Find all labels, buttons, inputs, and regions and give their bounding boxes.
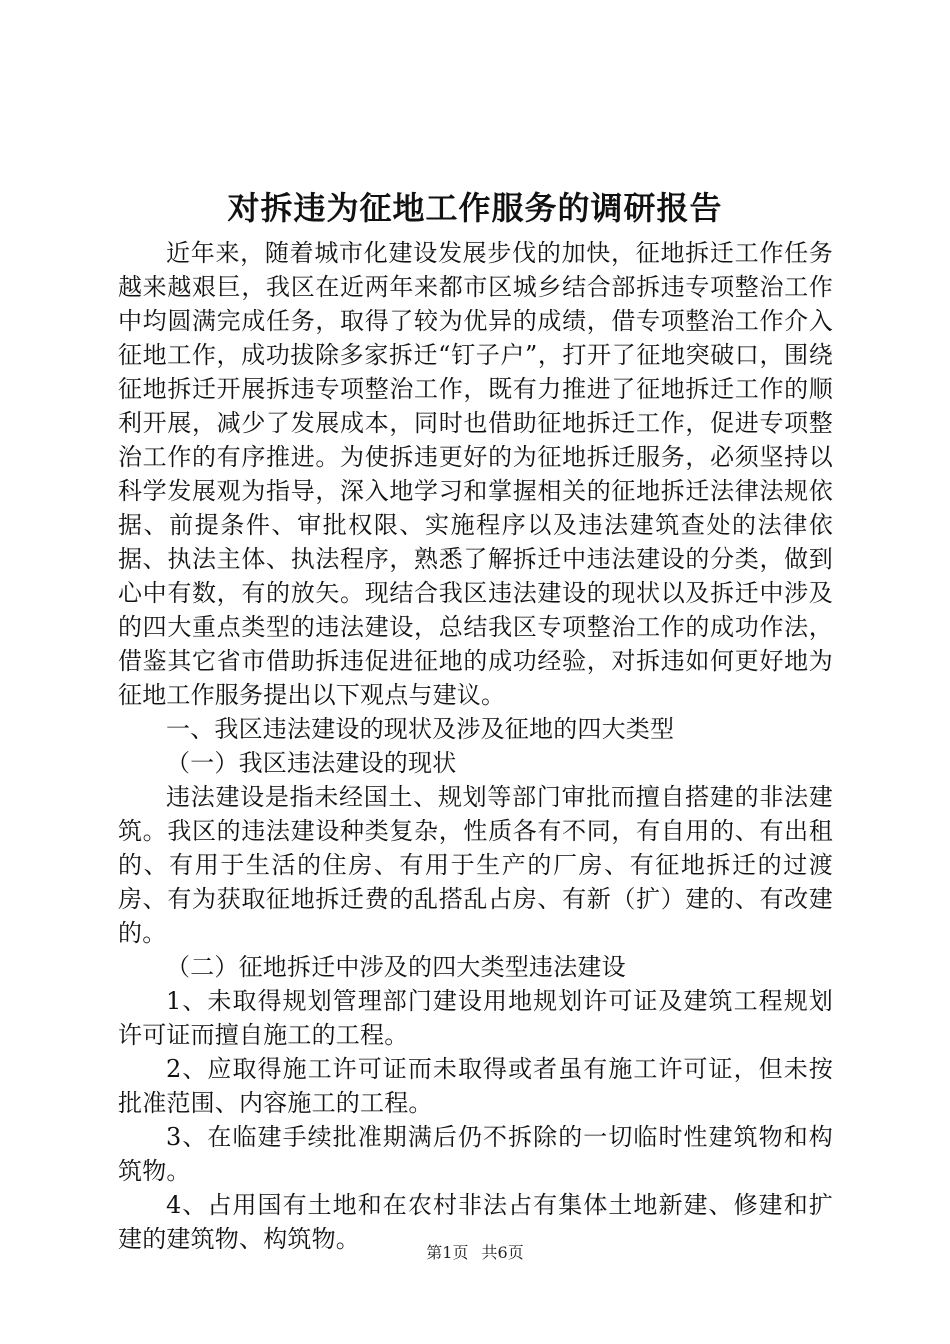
definition-paragraph: 违法建设是指未经国土、规划等部门审批而擅自搭建的非法建筑。我区的违法建设种类复杂，性质各有不同，有自用的、有出租的、有用于生活的住房、有用于生产的厂房、有征地拆迁的过渡房、有为获取征地拆迁费的乱搭乱占房、有新（扩）建的、有改建的。 — [118, 783, 833, 947]
list-item-2: 2、应取得施工许可证而未取得或者虽有施工许可证，但未按批准范围、内容施工的工程。 — [118, 1055, 833, 1117]
intro-paragraph: 近年来，随着城市化建设发展步伐的加快，征地拆迁工作任务越来越艰巨，我区在近两年来都市区城乡结合部拆违专项整治工作中均圆满完成任务，取得了较为优异的成绩，借专项整治工作介入征地工作，成功拔除多家拆迁“钉子户”，打开了征地突破口，围绕征地拆迁开展拆违专项整治工作，既有力推进了征地拆迁工作的顺利开展，减少了发展成本，同时也借助征地拆迁工作，促进专项整治工作的有序推进。为使拆违更好的为征地拆迁服务，必须坚持以科学发展观为指导，深入地学习和掌握相关的征地拆迁法律法规依据、前提条件、审批权限、实施程序以及违法建筑查处的法律依据、执法主体、执法程序，熟悉了解拆迁中违法建设的分类，做到心中有数，有的放矢。现结合我区违法建设的现状以及拆迁中涉及的四大重点类型的违法建设，总结我区专项整治工作的成功作法，借鉴其它省市借助拆违促进征地的成功经验，对拆违如何更好地为征地工作服务提出以下观点与建议。 — [118, 239, 833, 709]
list-item-4: 4、占用国有土地和在农村非法占有集体土地新建、修建和扩建的建筑物、构筑物。 — [118, 1191, 833, 1253]
document-title: 对拆违为征地工作服务的调研报告 — [227, 189, 723, 227]
page-total: 共6页 — [481, 1243, 524, 1262]
section-heading-1: 一、我区违法建设的现状及涉及征地的四大类型 — [166, 715, 675, 743]
list-item-3: 3、在临建手续批准期满后仍不拆除的一切临时性建筑物和构筑物。 — [118, 1123, 833, 1185]
page-number: 第1页 — [426, 1243, 469, 1262]
subsection-heading-1: （一）我区违法建设的现状 — [166, 749, 457, 777]
list-item-1: 1、未取得规划管理部门建设用地规划许可证及建筑工程规划许可证而擅自施工的工程。 — [118, 987, 833, 1049]
document-body — [118, 236, 833, 1256]
page-footer — [0, 1242, 950, 1264]
subsection-heading-2: （二）征地拆迁中涉及的四大类型违法建设 — [166, 953, 626, 981]
